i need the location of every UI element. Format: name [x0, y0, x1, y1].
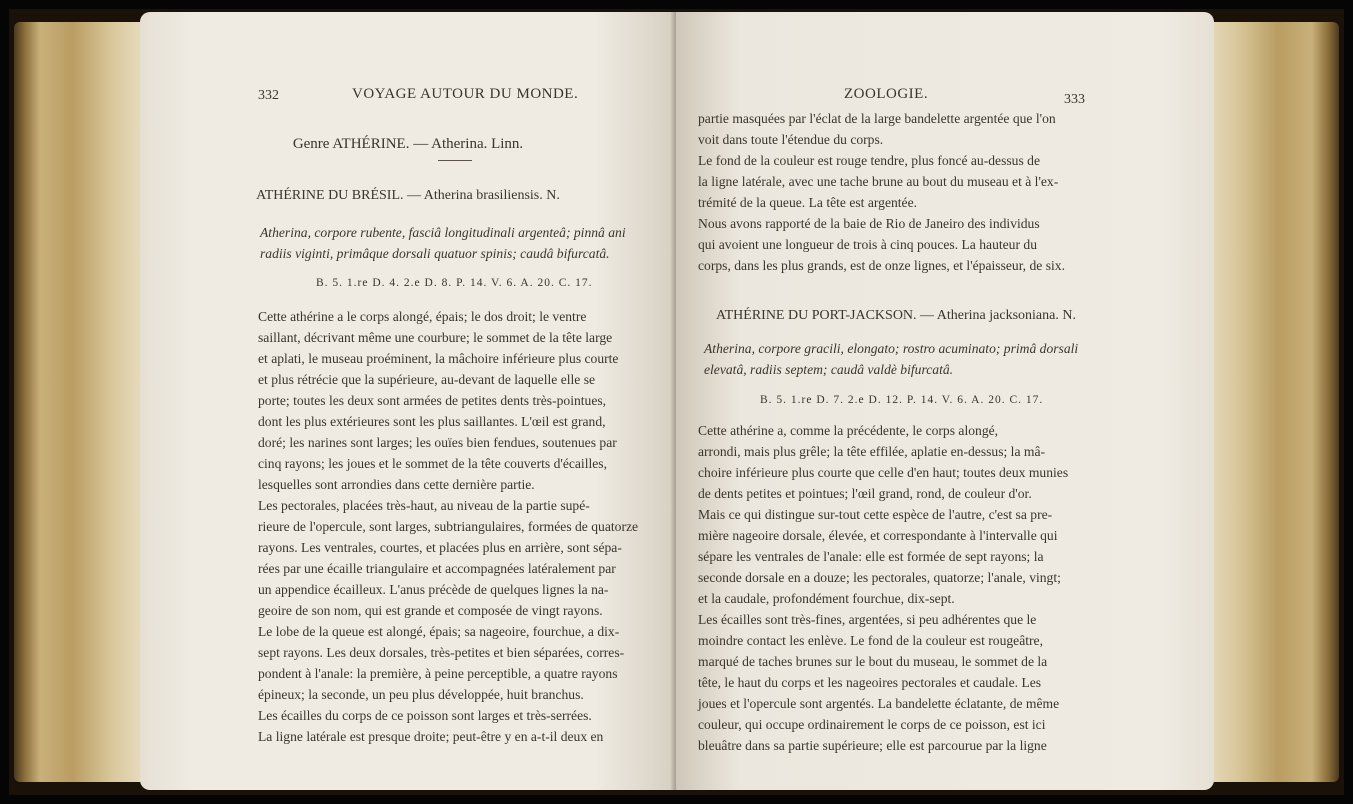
page-number: 333: [1064, 92, 1085, 107]
paragraph: Nous avons rapporté de la baie de Rio de Janeiro des individus qui avoient une longueur de trois à cinq pouces. La hauteur du corps, dans les plus grands, est de onze lignes, et l'épaisseur, de six.: [698, 216, 1065, 273]
running-head: VOYAGE AUTOUR DU MONDE.: [352, 86, 579, 102]
fin-formula: B. 5. 1.re D. 4. 2.e D. 8. P. 14. V. 6. A. 20. C. 17.: [316, 277, 593, 289]
latin-description: Atherina, corpore gracili, elongato; rostro acuminato; primâ dorsali elevatâ, radiis septem; caudâ valdè bifurcatâ.: [704, 341, 1079, 377]
left-page-edges: [14, 22, 144, 782]
paragraph: partie masquées par l'éclat de la large bandelette argentée que l'on voit dans toute l'étendue du corps.: [698, 111, 1056, 147]
fin-formula: B. 5. 1.re D. 7. 2.e D. 12. P. 14. V. 6. A. 20. C. 17.: [760, 394, 1044, 406]
genus-heading: Genre ATHÉRINE. — Atherina. Linn.: [292, 136, 524, 152]
left-page: [140, 12, 676, 790]
paragraph: Les écailles sont très-fines, argentées, si peu adhérentes que le moindre contact les enlève. Le fond de la couleur est rougeâtre, marqué de taches brunes sur le bout du museau, le sommet de la tête, le haut du corps et les nageoires pectorales et caudale. Les joues et l'opercule sont argentés. La bandelette éclatante, de même couleur, qui occupe ordinairement le corps de ce poisson, est ici bleuâtre dans sa partie supérieure; elle est parcourue par la ligne: [698, 612, 1060, 753]
divider-rule: [438, 160, 472, 161]
latin-description: Atherina, corpore rubente, fasciâ longitudinali argenteâ; pinnâ ani radiis viginti, primâque dorsali quatuor spinis; caudâ bifurcatâ.: [260, 225, 626, 261]
right-page: [676, 12, 1214, 790]
species-heading: ATHÉRINE DU PORT-JACKSON. — Atherina jacksoniana. N.: [716, 308, 1076, 323]
paragraph: Cette athérine a, comme la précédente, le corps alongé, arrondi, mais plus grêle; la tête effilée, aplatie en-dessus; la mâ- choire inférieure plus courte que celle d'en haut; toutes deux munies de dents petites et pointues; l'œil grand, rond, de couleur d'or. Mais ce qui distingue sur-tout cette espèce de l'autre, c'est sa pre- mière nageoire dorsale, élevée, et correspondante à l'intervalle qui sépare les ventrales de l'anale: elle est formée de sept rayons; la seconde dorsale en a douze; les pectorales, quatorze; l'anale, vingt; et la caudale, profondément fourchue, dix-sept.: [698, 423, 1069, 606]
running-head: ZOOLOGIE.: [844, 86, 929, 102]
paragraph: Cette athérine a le corps alongé, épais; le dos droit; le ventre saillant, décrivant même une courbure; le sommet de la tête large et aplati, le museau proéminent, la mâchoire inférieure plus courte et plus rétrécie que la supérieure, au-devant de laquelle elle se porte; toutes les deux sont armées de petites dents très-pointues, dont les plus extérieures sont les plus saillantes. L'œil est grand, doré; les narines sont larges; les ouïes bien fendues, soutenues par cinq rayons; les joues et le sommet de la tête couverts d'écailles, lesquelles sont arrondies dans cette dernière partie.: [258, 309, 619, 492]
right-page-edges: [1204, 22, 1339, 782]
paragraph: Les écailles du corps de ce poisson sont larges et très-serrées. La ligne latérale est presque droite; peut-être y en a-t-il deux en: [258, 708, 604, 744]
paragraph: Les pectorales, placées très-haut, au niveau de la partie supé- rieure de l'opercule, sont larges, subtriangulaires, formées de quatorze rayons. Les ventrales, courtes, et placées plus en arrière, sont sépa- rées par une écaille triangulaire et accompagnées latéralement par un appendice écailleux. L'anus précède de quelques lignes la na- geoire de son nom, qui est grande et composée de vingt rayons. Le lobe de la queue est alongé, épais; sa nageoire, fourchue, a dix- sept rayons. Les deux dorsales, très-petites et bien séparées, corres- pondent à l'anale: la première, à peine perceptible, a quatre rayons épineux; la seconde, un peu plus développée, huit branchus.: [258, 498, 639, 702]
page-number: 332: [258, 88, 279, 103]
paragraph: Le fond de la couleur est rouge tendre, plus foncé au-dessus de la ligne latérale, avec une tache brune au bout du museau et à l'ex- trémité de la queue. La tête est argentée.: [698, 153, 1059, 210]
species-heading: ATHÉRINE DU BRÉSIL. — Atherina brasiliensis. N.: [256, 188, 560, 203]
